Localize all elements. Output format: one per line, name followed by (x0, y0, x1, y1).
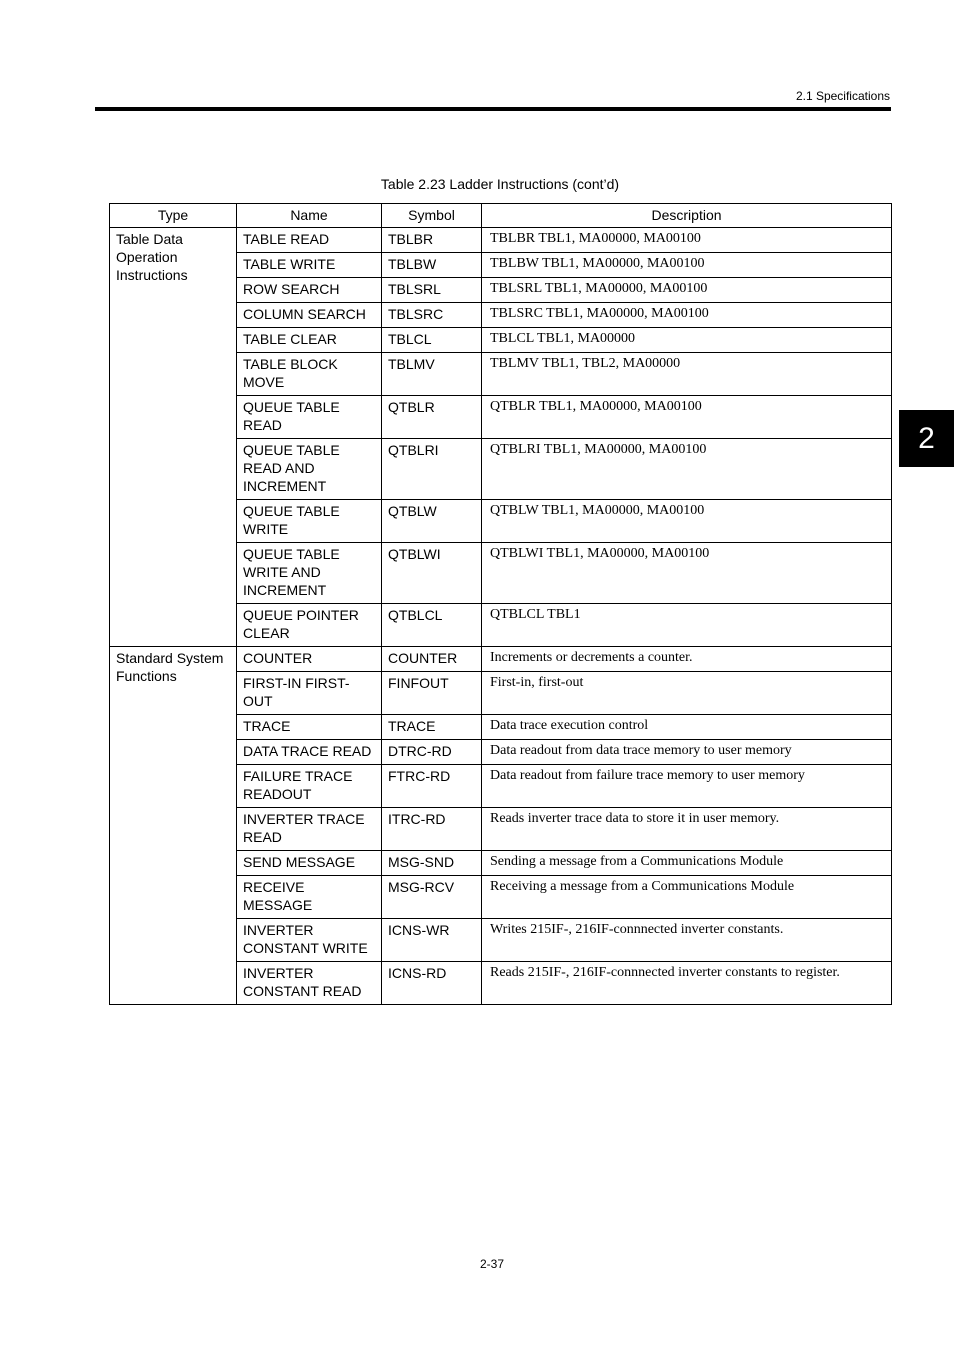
name-cell: INVERTER CONSTANT READ (237, 962, 382, 1005)
symbol-cell: QTBLR (382, 396, 482, 439)
symbol-cell: ITRC-RD (382, 808, 482, 851)
name-cell: TABLE READ (237, 228, 382, 253)
table-row (110, 647, 892, 672)
symbol-cell: MSG-SND (382, 851, 482, 876)
name-cell: RECEIVE MESSAGE (237, 876, 382, 919)
name-cell: QUEUE TABLE WRITE AND INCREMENT (237, 543, 382, 604)
name-cell: QUEUE TABLE READ (237, 396, 382, 439)
symbol-cell: ICNS-RD (382, 962, 482, 1005)
type-cell: Table Data Operation Instructions (110, 228, 237, 647)
description-cell: TBLMV TBL1, TBL2, MA00000 (482, 353, 892, 396)
symbol-cell: MSG-RCV (382, 876, 482, 919)
symbol-cell: TBLBR (382, 228, 482, 253)
description-cell: QTBLWI TBL1, MA00000, MA00100 (482, 543, 892, 604)
type-cell: Standard System Functions (110, 647, 237, 1005)
name-cell: COLUMN SEARCH (237, 303, 382, 328)
name-cell: INVERTER CONSTANT WRITE (237, 919, 382, 962)
table-body (110, 228, 892, 1005)
symbol-cell: TBLSRL (382, 278, 482, 303)
header-rule (95, 107, 891, 111)
description-cell: Sending a message from a Communications Module (482, 851, 892, 876)
description-cell: Data readout from data trace memory to user memory (482, 740, 892, 765)
chapter-tab: 2 (899, 410, 954, 467)
symbol-cell: DTRC-RD (382, 740, 482, 765)
column-header-type: Type (110, 204, 237, 228)
description-cell: Data readout from failure trace memory to user memory (482, 765, 892, 808)
name-cell: DATA TRACE READ (237, 740, 382, 765)
table-header-row (110, 204, 892, 228)
running-head: 2.1 Specifications (795, 89, 890, 103)
name-cell: FAILURE TRACE READOUT (237, 765, 382, 808)
symbol-cell: QTBLRI (382, 439, 482, 500)
name-cell: QUEUE TABLE READ AND INCREMENT (237, 439, 382, 500)
description-cell: TBLCL TBL1, MA00000 (482, 328, 892, 353)
column-header-description: Description (482, 204, 892, 228)
description-cell: TBLBW TBL1, MA00000, MA00100 (482, 253, 892, 278)
table-row (110, 228, 892, 253)
column-header-symbol: Symbol (382, 204, 482, 228)
symbol-cell: QTBLW (382, 500, 482, 543)
description-cell: QTBLR TBL1, MA00000, MA00100 (482, 396, 892, 439)
description-cell: Reads inverter trace data to store it in user memory. (482, 808, 892, 851)
description-cell: QTBLRI TBL1, MA00000, MA00100 (482, 439, 892, 500)
symbol-cell: COUNTER (382, 647, 482, 672)
symbol-cell: TBLCL (382, 328, 482, 353)
symbol-cell: TBLSRC (382, 303, 482, 328)
description-cell: TBLBR TBL1, MA00000, MA00100 (482, 228, 892, 253)
name-cell: TABLE CLEAR (237, 328, 382, 353)
symbol-cell: TBLBW (382, 253, 482, 278)
description-cell: Reads 215IF-, 216IF-connnected inverter constants to register. (482, 962, 892, 1005)
symbol-cell: ICNS-WR (382, 919, 482, 962)
name-cell: FIRST-IN FIRST-OUT (237, 672, 382, 715)
symbol-cell: FTRC-RD (382, 765, 482, 808)
ladder-instructions-table (109, 203, 892, 1005)
description-cell: First-in, first-out (482, 672, 892, 715)
table-caption: Table 2.23 Ladder Instructions (cont’d) (380, 176, 620, 192)
name-cell: COUNTER (237, 647, 382, 672)
symbol-cell: QTBLCL (382, 604, 482, 647)
name-cell: QUEUE TABLE WRITE (237, 500, 382, 543)
description-cell: QTBLW TBL1, MA00000, MA00100 (482, 500, 892, 543)
name-cell: QUEUE POINTER CLEAR (237, 604, 382, 647)
description-cell: TBLSRL TBL1, MA00000, MA00100 (482, 278, 892, 303)
symbol-cell: FINFOUT (382, 672, 482, 715)
description-cell: Increments or decrements a counter. (482, 647, 892, 672)
symbol-cell: QTBLWI (382, 543, 482, 604)
name-cell: TABLE WRITE (237, 253, 382, 278)
symbol-cell: TRACE (382, 715, 482, 740)
description-cell: QTBLCL TBL1 (482, 604, 892, 647)
column-header-name: Name (237, 204, 382, 228)
name-cell: TABLE BLOCK MOVE (237, 353, 382, 396)
description-cell: Receiving a message from a Communications Module (482, 876, 892, 919)
name-cell: SEND MESSAGE (237, 851, 382, 876)
name-cell: TRACE (237, 715, 382, 740)
page-number: 2-37 (479, 1257, 505, 1271)
description-cell: Writes 215IF-, 216IF-connnected inverter constants. (482, 919, 892, 962)
symbol-cell: TBLMV (382, 353, 482, 396)
description-cell: TBLSRC TBL1, MA00000, MA00100 (482, 303, 892, 328)
name-cell: ROW SEARCH (237, 278, 382, 303)
description-cell: Data trace execution control (482, 715, 892, 740)
name-cell: INVERTER TRACE READ (237, 808, 382, 851)
